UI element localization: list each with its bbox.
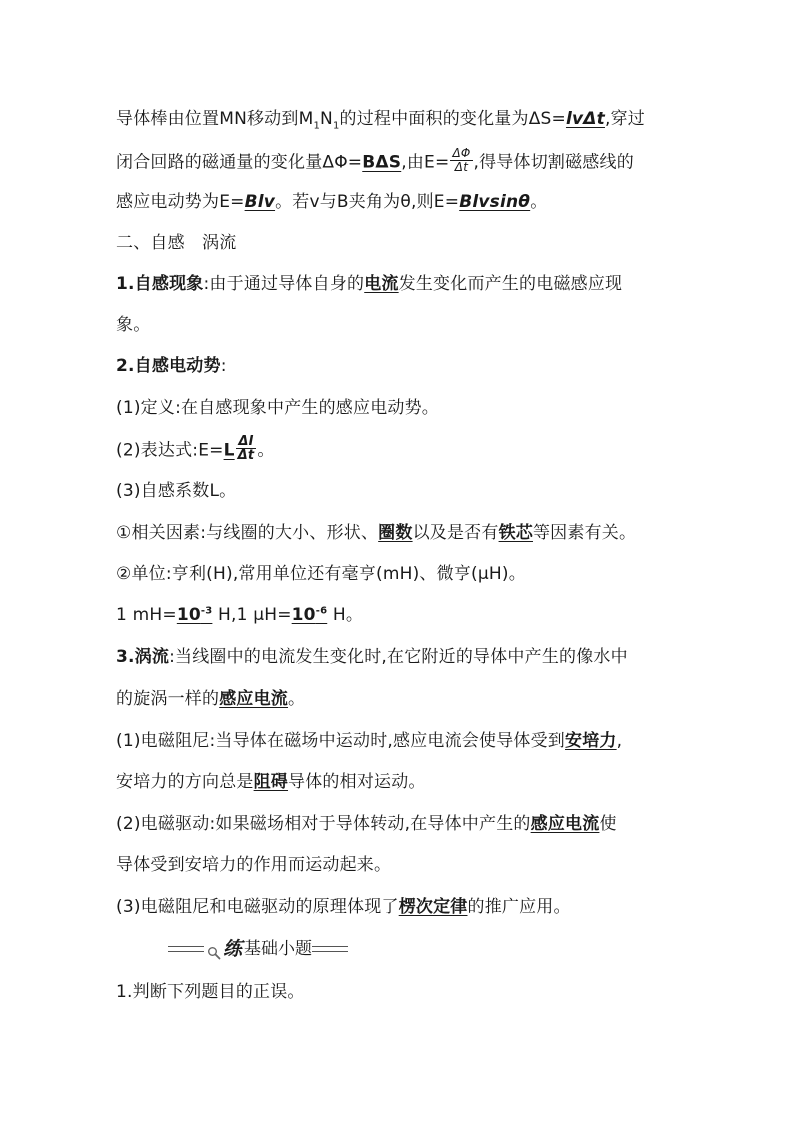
item-3-damping-2: 安培力的方向总是阻碍导体的相对运动。	[116, 772, 426, 792]
answer-blank: $10^{-3}$	[176, 605, 213, 625]
item-3-damping-1: (1)电磁阻尼:当导体在磁场中运动时,感应电流会使导体受到安培力,	[116, 731, 623, 751]
item-2-units: ②单位:亨利(H),常用单位还有毫亨(mH)、微亨(μH)。	[116, 564, 526, 584]
item-2-coef: (3)自感系数L。	[116, 481, 237, 501]
answer-blank: 感应电流	[530, 814, 600, 834]
answer-blank: 阻碍	[253, 772, 289, 792]
practice-title: 基础小题	[244, 939, 313, 959]
divider-right	[312, 946, 348, 952]
magnifier-icon	[207, 942, 221, 956]
question-1: 1.判断下列题目的正误。	[116, 982, 305, 1002]
answer-blank: 感应电流	[219, 689, 289, 709]
item-3-drive-1: (2)电磁驱动:如果磁场相对于导体转动,在导体中产生的感应电流使	[116, 814, 617, 834]
practice-header	[168, 936, 348, 962]
answer-blank: 铁芯	[498, 523, 533, 543]
answer-blank: BΔS	[362, 152, 402, 173]
divider-left	[168, 946, 204, 952]
item-3-line-2: 的旋涡一样的感应电流。	[116, 689, 306, 709]
answer-blank: 电流	[364, 274, 399, 294]
para-line-1: 导体棒由位置MN移动到$M_1N_1$的过程中面积的变化量为ΔS=lvΔt,穿过	[116, 109, 645, 132]
item-2-factors: ①相关因素:与线圈的大小、形状、圈数以及是否有铁芯等因素有关。	[116, 523, 637, 543]
item-2-heading: 2.自感电动势:	[116, 356, 227, 376]
answer-blank: lvΔt	[565, 109, 605, 129]
section-heading: 二、自感 涡流	[116, 233, 237, 253]
item-2-conversion: 1 $mH=10^{-3}$ H,1 $\mu H=10^{-6}$ H。	[116, 605, 364, 625]
answer-blank: 楞次定律	[398, 897, 468, 917]
answer-blank: L	[223, 440, 235, 461]
answer-blank: Blv	[244, 192, 276, 212]
para-line-2: 闭合回路的磁通量的变化量ΔΦ=BΔS,由E= $\frac{\Delta\Phi}{\Delta t}$ ,得导体切割磁感线的	[116, 146, 634, 174]
answer-blank: 安培力	[565, 731, 617, 751]
answer-blank: $10^{-6}$	[291, 605, 328, 625]
item-3-drive-2: 导体受到安培力的作用而运动起来。	[116, 855, 392, 875]
item-3-principle: (3)电磁阻尼和电磁驱动的原理体现了楞次定律的推广应用。	[116, 897, 571, 917]
item-3-line-1: 3.涡流:当线圈中的电流发生变化时,在它附近的导体中产生的像水中	[116, 647, 628, 667]
answer-blank: 圈数	[378, 523, 413, 543]
answer-blank: Blvsinθ	[459, 192, 531, 212]
fraction: $\frac{\Delta\Phi}{\Delta t}$	[452, 146, 471, 174]
fraction: $\frac{\Delta I}{\Delta t}$	[237, 434, 255, 463]
para-line-3: 感应电动势为E=Blv。若v与B夹角为θ,则E=Blvsinθ。	[116, 192, 548, 212]
item-1-line-1: 1.自感现象:由于通过导体自身的电流发生变化而产生的电磁感应现	[116, 274, 623, 294]
item-2-def: (1)定义:在自感现象中产生的感应电动势。	[116, 398, 440, 418]
item-2-expr: (2)表达式:E=L $\frac{\Delta I}{\Delta t}$ 。	[116, 434, 275, 463]
practice-mark: 练	[223, 938, 243, 960]
item-1-line-2: 象。	[116, 315, 151, 335]
